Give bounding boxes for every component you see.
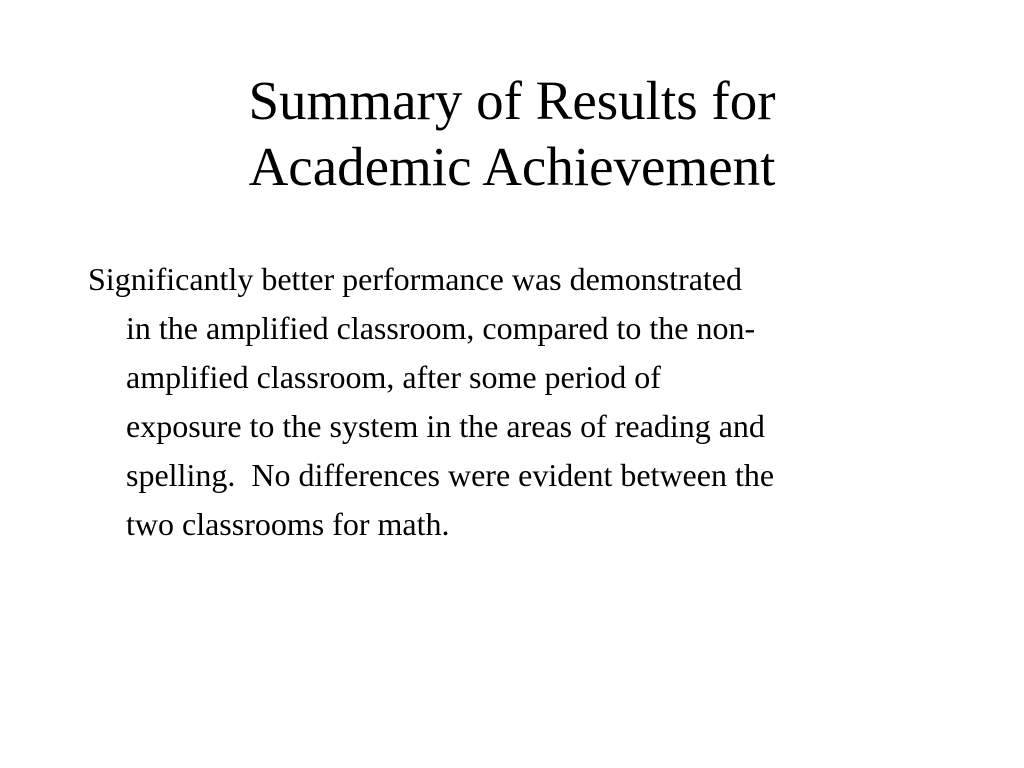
title-line-1: Summary of Results for <box>248 70 776 131</box>
slide-title <box>0 68 1024 200</box>
slide-body-text <box>88 255 948 549</box>
body-line-4: exposure to the system in the areas of reading and <box>126 408 765 444</box>
body-line-2: in the amplified classroom, compared to the non- <box>126 310 756 346</box>
body-line-5: spelling. No differences were evident between the <box>126 457 775 493</box>
body-line-3: amplified classroom, after some period of <box>126 359 661 395</box>
body-line-1: Significantly better performance was demonstrated <box>88 261 742 297</box>
title-line-2: Academic Achievement <box>248 136 776 197</box>
body-line-6: two classrooms for math. <box>126 506 450 542</box>
